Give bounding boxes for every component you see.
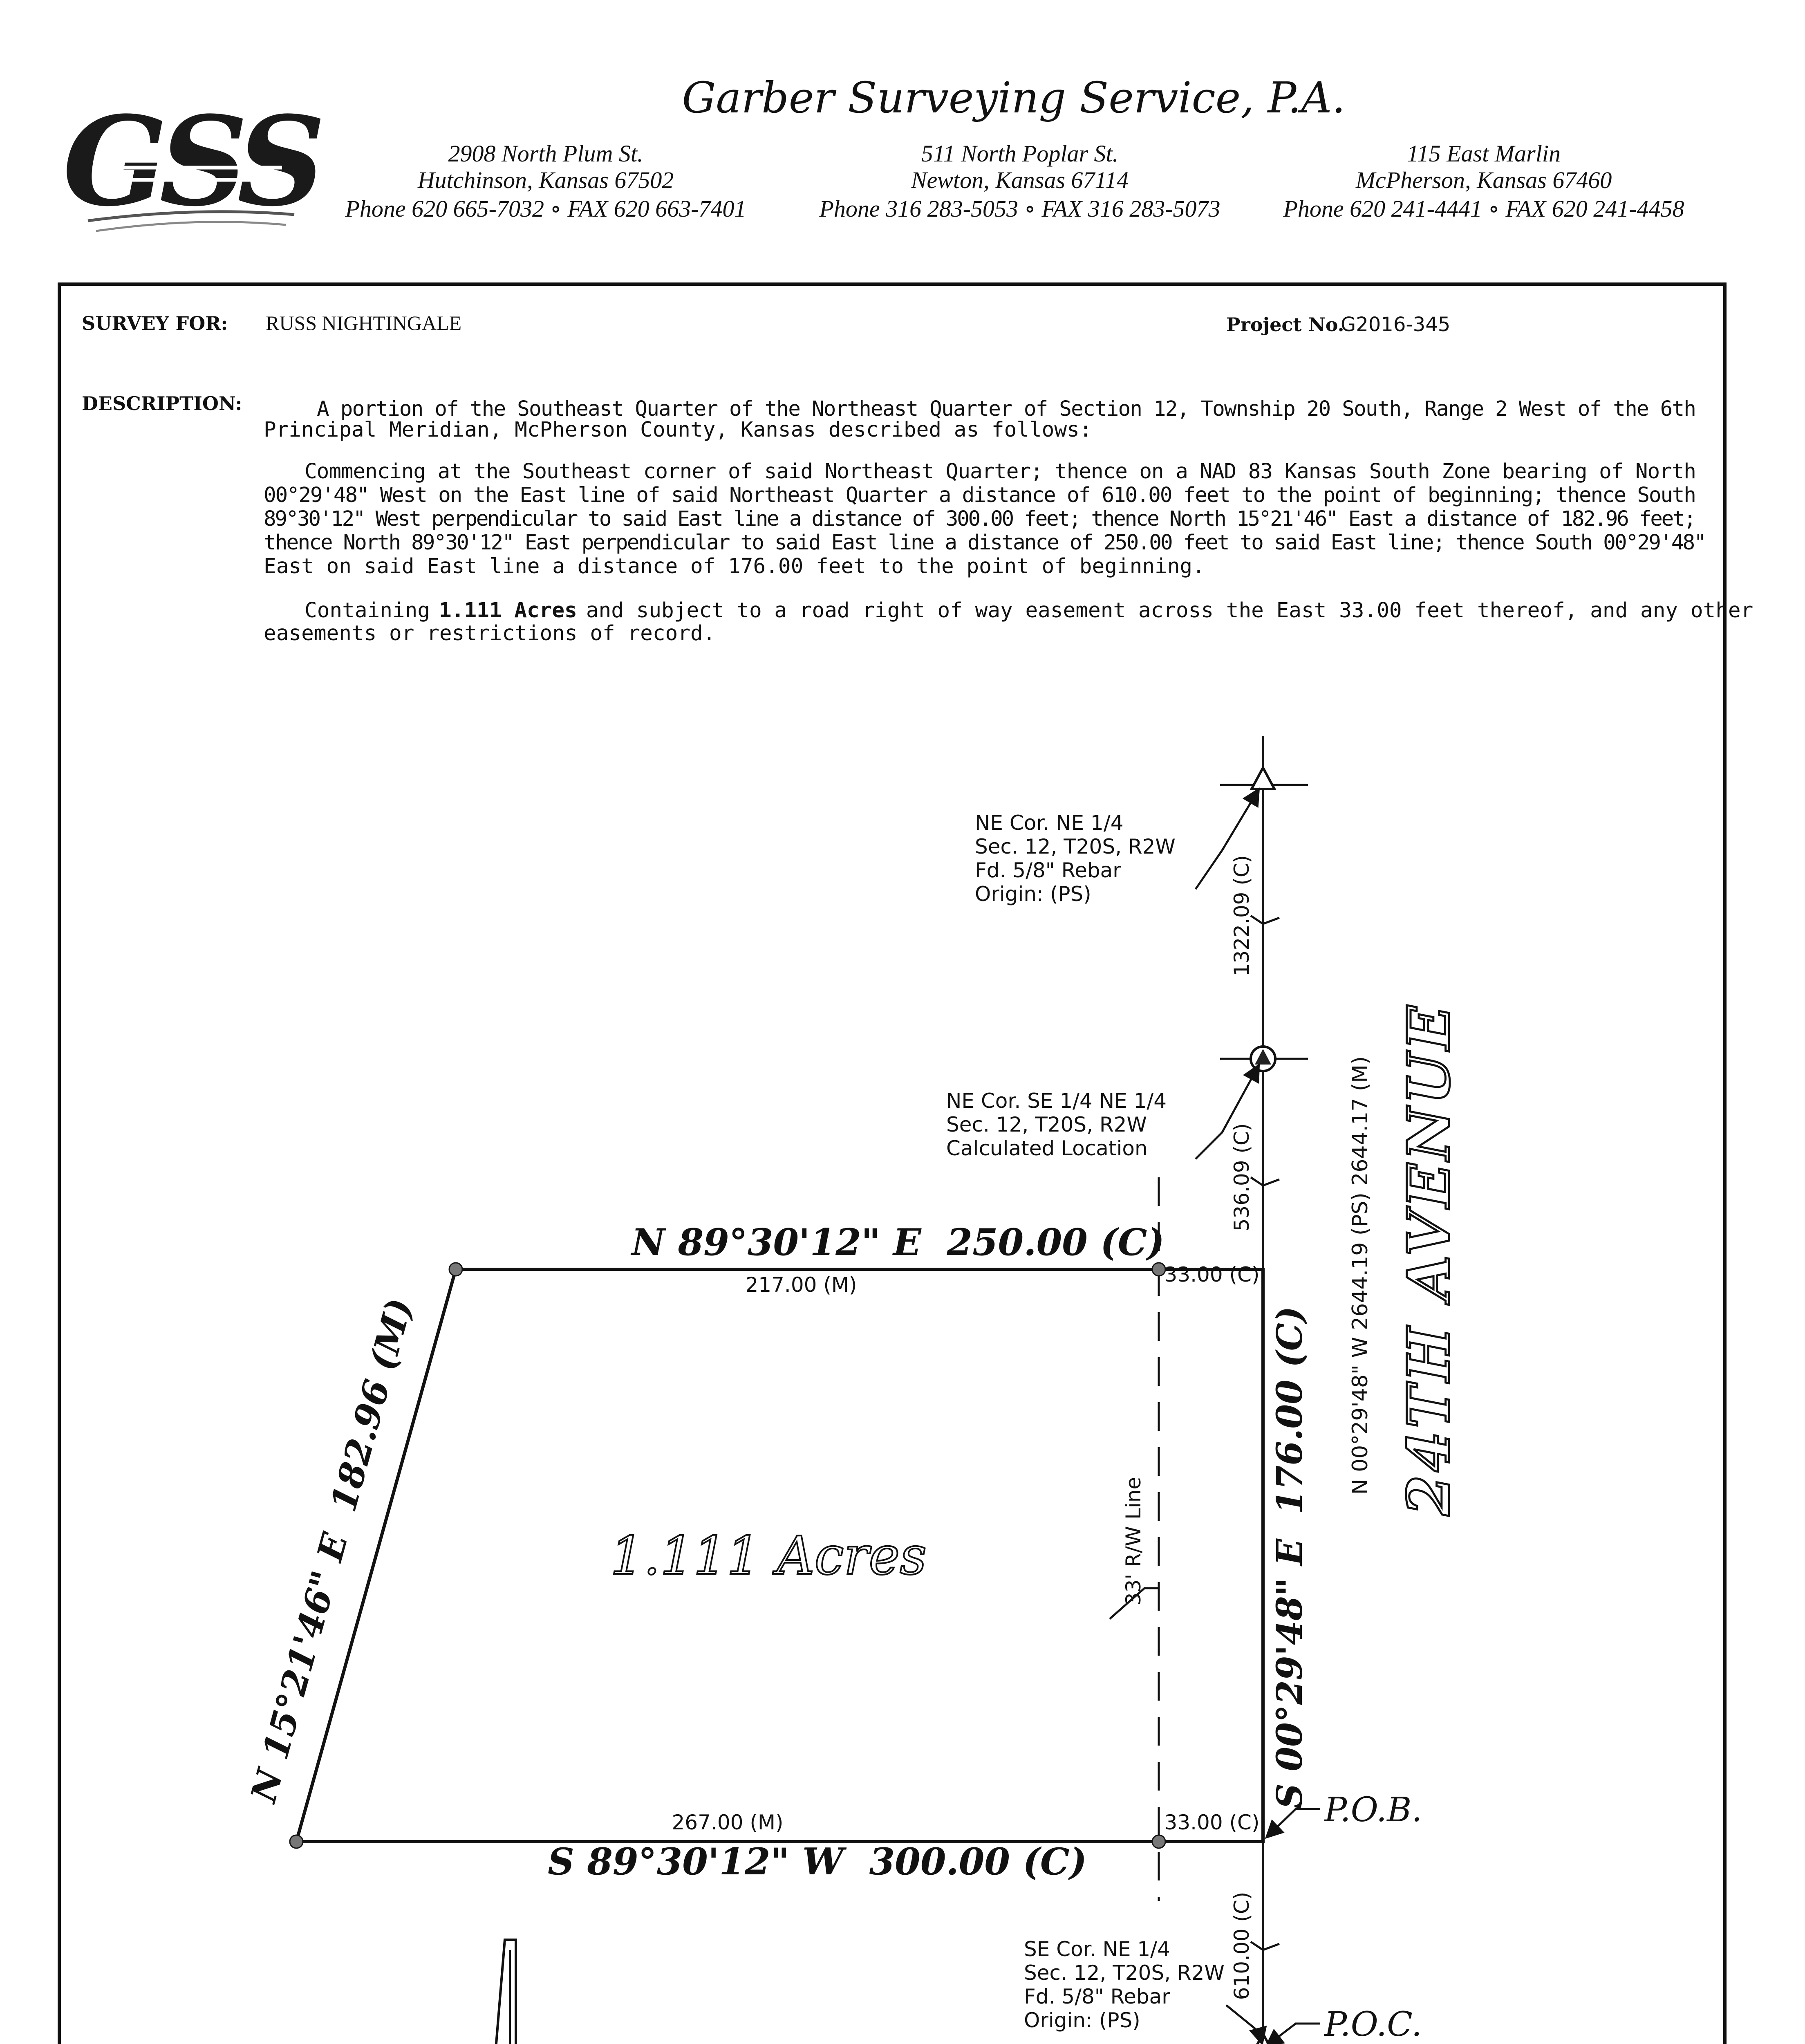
ne-corner-note: [975, 811, 1176, 906]
south-line-bearing: S 89°30'12" W 300.00 (C): [548, 1840, 1087, 1883]
description-line: Principal Meridian, McPherson County, Kansas described as follows:: [264, 418, 1092, 442]
north-arrow: [480, 1940, 566, 2044]
description-paragraph-3: [264, 598, 1753, 645]
distance-536: 536.09 (C): [1230, 1123, 1254, 1232]
svg-text:NE Cor. SE 1/4 NE 1/4: NE Cor. SE 1/4 NE 1/4: [946, 1089, 1167, 1113]
office-hutchinson: [345, 140, 746, 222]
logo-letters: GSS: [63, 89, 318, 233]
description-line: Containing 1.111 Acres and subject to a road right of way easement across the East 33.00 feet thereof, and any other: [305, 598, 1753, 623]
description-line: 89°30'12" West perpendicular to said East line a distance of 300.00 feet; thence North 15°21'46" East a distance of 182.96 feet;: [264, 507, 1696, 531]
project-label: Project No.: [1226, 314, 1344, 336]
right-of-way-label: 33' R/W Line: [1122, 1477, 1145, 1606]
company-name: Garber Surveying Service, P.A.: [682, 73, 1346, 123]
north-line-bearing: N 89°30'12" E 250.00 (C): [632, 1221, 1165, 1264]
project-value: G2016-345: [1341, 313, 1451, 336]
se-corner-monument: [1220, 2034, 1308, 2044]
description-line: East on said East line a distance of 176.00 feet to the point of beginning.: [264, 554, 1205, 578]
office-phone: Phone 620 241-4441 ∘ FAX 620 241-4458: [1283, 195, 1684, 222]
svg-text:Sec. 12, T20S, R2W: Sec. 12, T20S, R2W: [975, 835, 1176, 858]
rebar-se-row: [1152, 1835, 1165, 1848]
office-newton: [819, 140, 1220, 222]
description-line: Commencing at the Southeast corner of said Northeast Quarter; thence on a NAD 83 Kansas South Zone bearing of North: [305, 459, 1696, 484]
east-line-tract-bearing: S 00°29'48" E 176.00 (C): [1269, 1306, 1310, 1809]
description-paragraph-2: [264, 459, 1706, 578]
svg-text:Fd. 5/8" Rebar: Fd. 5/8" Rebar: [975, 858, 1121, 882]
rebar-sw: [290, 1835, 303, 1848]
office-city: Hutchinson, Kansas 67502: [417, 167, 674, 193]
ne-se-quarter-note: [946, 1089, 1167, 1160]
office-mcpherson: [1283, 140, 1684, 222]
south-row-distance: 33.00 (C): [1164, 1811, 1260, 1834]
road-name: 24TH AVENUE: [1395, 1002, 1463, 1516]
description-line: A portion of the Southeast Quarter of the Northeast Quarter of Section 12, Township 20 South, Range 2 West of the 6th: [317, 397, 1696, 421]
svg-text:Fd. 5/8" Rebar: Fd. 5/8" Rebar: [1024, 1985, 1170, 2008]
svg-text:Sec. 12, T20S, R2W: Sec. 12, T20S, R2W: [1024, 1961, 1225, 1985]
svg-text:SE Cor. NE 1/4: SE Cor. NE 1/4: [1024, 1937, 1170, 1961]
distance-1322: 1322.09 (C): [1230, 855, 1254, 977]
company-logo: [63, 89, 322, 233]
office-phone: Phone 316 283-5053 ∘ FAX 316 283-5073: [819, 195, 1221, 222]
pob-label: P.O.B.: [1324, 1791, 1422, 1829]
svg-text:Origin: (PS): Origin: (PS): [1024, 2008, 1140, 2032]
office-city: Newton, Kansas 67114: [911, 167, 1129, 193]
tract-area: 1.111 Acres: [610, 1526, 927, 1587]
ne-se-quarter-monument: [1220, 1047, 1308, 1071]
north-row-distance: 33.00 (C): [1164, 1263, 1260, 1286]
north-line-measured: 217.00 (M): [745, 1273, 857, 1297]
office-street: 2908 North Plum St.: [448, 140, 643, 167]
office-phone: Phone 620 665-7032 ∘ FAX 620 663-7401: [345, 195, 746, 222]
pob-leader: [1266, 1809, 1320, 1838]
description-label: DESCRIPTION:: [82, 392, 242, 415]
ne-corner-monument: [1220, 768, 1308, 789]
svg-text:Calculated Location: Calculated Location: [946, 1136, 1148, 1160]
rebar-ne-row: [1152, 1263, 1165, 1276]
acres-callout: 1.111 Acres: [439, 598, 577, 623]
office-city: McPherson, Kansas 67460: [1355, 167, 1612, 193]
survey-for-label: SURVEY FOR:: [82, 312, 228, 334]
description-line: thence North 89°30'12" East perpendicular to said East line a distance of 250.00 feet to said East line; thence South 00°29'48": [264, 531, 1706, 555]
description-paragraph-1: [264, 397, 1696, 442]
se-corner-leader: [1226, 2005, 1262, 2044]
rebar-nw: [449, 1263, 462, 1276]
east-line-bearing: N 00°29'48" W 2644.19 (PS) 2644.17 (M): [1348, 1056, 1373, 1495]
west-line-bearing: N 15°21'46" E 182.96 (M): [243, 1294, 421, 1807]
svg-text:Origin: (PS): Origin: (PS): [975, 882, 1091, 906]
se-corner-note: [1024, 1937, 1225, 2032]
description-line: 00°29'48" West on the East line of said Northeast Quarter a distance of 610.00 feet to the point of beginning; thence South: [264, 483, 1697, 507]
svg-text:NE Cor. NE 1/4: NE Cor. NE 1/4: [975, 811, 1124, 835]
office-street: 115 East Marlin: [1407, 140, 1561, 167]
poc-label: P.O.C.: [1324, 2005, 1422, 2044]
svg-text:Sec. 12, T20S, R2W: Sec. 12, T20S, R2W: [946, 1113, 1147, 1136]
office-street: 511 North Poplar St.: [921, 140, 1119, 167]
survey-for-value: RUSS NIGHTINGALE: [266, 312, 462, 334]
south-line-measured: 267.00 (M): [672, 1811, 784, 1834]
plat-drawing: [242, 736, 1463, 2044]
description-line: easements or restrictions of record.: [264, 621, 716, 645]
distance-610: 610.00 (C): [1230, 1892, 1254, 2000]
poc-leader: [1266, 2024, 1320, 2044]
